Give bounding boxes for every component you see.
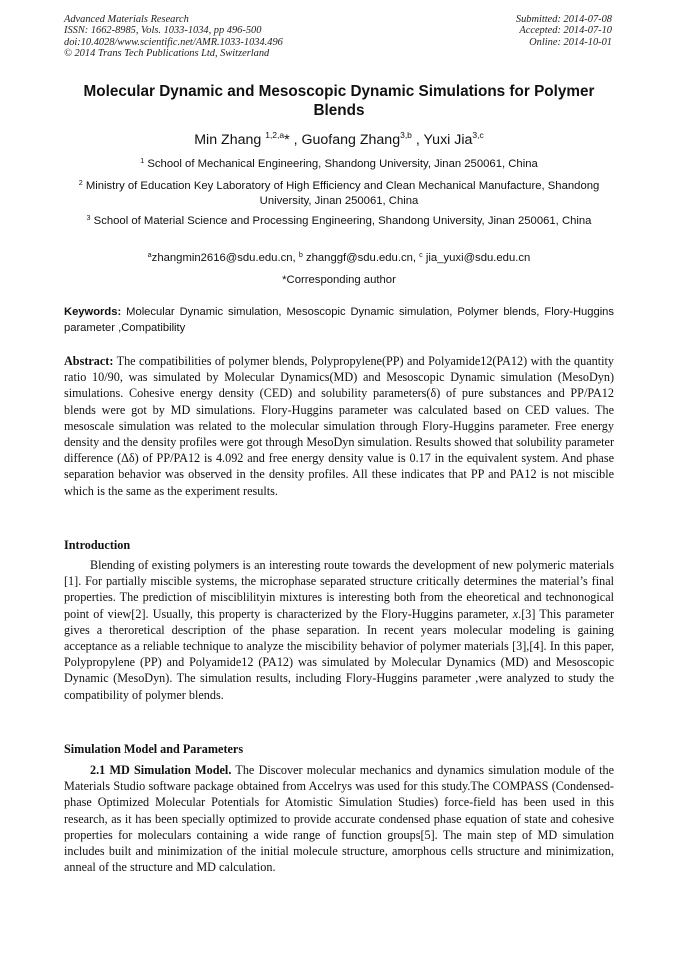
author-name: Guofang Zhang: [301, 132, 401, 148]
introduction-paragraph: [64, 557, 614, 703]
journal-name: Advanced Materials Research: [64, 14, 189, 25]
simulation-text: The Discover molecular mechanics and dynamics simulation module of the Materials Studio software package obtained from Accelrys was used for this study.The COMPASS (Condensed-phase Optimized Molecular Potentials for Atomistic Simulation Studies) force-field has been used in this research, as it has been specially optimized to provide accurate condensed phase equation of state and cohesive properties for moleculars containing a wide range of function groups[5]. The main step of MD simulation includes built and minimization of the initial molecule structure, amorphous cells structure and minimization, anneal of the structure and MD calculation.: [64, 763, 614, 875]
section-heading-simulation: Simulation Model and Parameters: [64, 742, 244, 756]
journal-info: [64, 14, 283, 60]
abstract-text: The compatibilities of polymer blends, Polypropylene(PP) and Polyamide12(PA12) with the quantity ratio 10/90, was simulated by Molecular Dynamics(MD) and Mesoscopic Dynamic simulation (MesoDyn) simulations. Cohesive energy density (CED) and solubility parameters(δ) of pure substances and PP/PA12 blends were got by MD simulations. Flory-Huggins parameter was calculated based on CED values. The mesoscale simulation was related to the molecular simulation through Flory-Huggins parameter. Free energy density and the density profiles were got through MesoDyn simulation. Results showed that solubility parameter difference (Δδ) of PP/PA12 is 4.092 and free energy density value is 0.17 in the equivalent system. And phase separation behavior was observed in the density profiles. All these indicates that PP and PA12 is not miscible which is the same as the experiment results.: [64, 354, 614, 498]
abstract-label: Abstract:: [64, 354, 114, 368]
keywords-text: Molecular Dynamic simulation, Mesoscopic Dynamic simulation, Polymer blends, Flory-Huggins parameter ,Compatibility: [64, 306, 614, 334]
author-name: Min Zhang: [194, 132, 266, 148]
affiliation: [64, 157, 614, 172]
affiliation: [64, 179, 614, 210]
subsection-label: 2.1 MD Simulation Model.: [90, 763, 232, 777]
author-affiliation-mark: 1,2,a: [265, 130, 285, 140]
affiliation: [64, 214, 614, 229]
chi-symbol: x: [512, 606, 519, 621]
online-date: Online: 2014-10-01: [529, 36, 612, 48]
section-heading-introduction: Introduction: [64, 538, 131, 552]
email-address: zhangmin2616@sdu.edu.cn,: [151, 252, 299, 264]
keywords-label: Keywords:: [64, 306, 122, 318]
email-mark: a: [147, 250, 152, 259]
paper-title: Molecular Dynamic and Mesoscopic Dynamic Simulations for Polymer Blends: [83, 83, 595, 119]
author-separator: ,: [411, 132, 424, 148]
email-address: zhanggf@sdu.edu.cn,: [302, 252, 420, 264]
submitted-date: Submitted: 2014-07-08: [515, 14, 612, 25]
affiliation-text: Ministry of Education Key Laboratory of High Efficiency and Clean Mechanical Manufacture, Shandong University, Jinan 250061, China: [82, 180, 600, 208]
publication-dates: [516, 14, 612, 48]
affiliation-text: School of Mechanical Engineering, Shandong University, Jinan 250061, China: [144, 158, 538, 170]
email-list: [64, 251, 614, 266]
author-separator: ,: [289, 132, 302, 148]
email-mark: b: [298, 250, 303, 259]
abstract: [64, 353, 614, 499]
email-address: jia_yuxi@sdu.edu.cn: [422, 252, 531, 264]
author-list: [40, 131, 638, 149]
affiliation-number: 2: [78, 178, 83, 187]
introduction-text: Blending of existing polymers is an interesting route towards the development of new polymeric materials [1]. For partially miscible systems, the microphase separated structure critically determines the material’s final properties. The prediction of misciblilityin mixtures is interesting both from the eheoretical and technonogical point of view[2]. Usually, this property is characterized by the Flory-Huggins parameter,: [64, 558, 614, 621]
introduction-text: .[3] This parameter gives a theroretical description of the phase separation. In recent years molecular modeling is gaining acceptance as a reliable technique to analyze the miscibility behavior of polymer materials [3],[4]. In this paper, Polypropylene (PP) and Polyamide12 (PA12) was simulated by Molecular Dynamics (MD) and Mesoscopic Dynamic (MesoDyn). The simulation results, including Flory-Huggins parameter ,were analyzed to study the compatibility of polymer blends.: [64, 606, 614, 702]
affiliation-number: 3: [86, 213, 91, 222]
corresponding-author-note: *Corresponding author: [282, 274, 396, 286]
affiliation-text: School of Material Science and Processing Engineering, Shandong University, Jinan 250061, China: [90, 215, 592, 227]
author-affiliation-mark: 3,c: [472, 130, 484, 140]
affiliation-number: 1: [140, 156, 145, 165]
issn-line: ISSN: 1662-8985, Vols. 1033-1034, pp 496-500: [64, 25, 262, 37]
author-affiliation-mark: 3,b: [400, 130, 412, 140]
accepted-date: Accepted: 2014-07-10: [519, 25, 612, 37]
author-name: Yuxi Jia: [423, 132, 473, 148]
simulation-paragraph: [64, 762, 614, 875]
doi-line: doi:10.4028/www.scientific.net/AMR.1033-1034.496: [64, 36, 283, 48]
copyright-line: © 2014 Trans Tech Publications Ltd, Switzerland: [64, 48, 270, 60]
corresponding-mark: *: [284, 132, 290, 148]
keywords: [64, 305, 614, 336]
email-mark: c: [419, 250, 423, 259]
